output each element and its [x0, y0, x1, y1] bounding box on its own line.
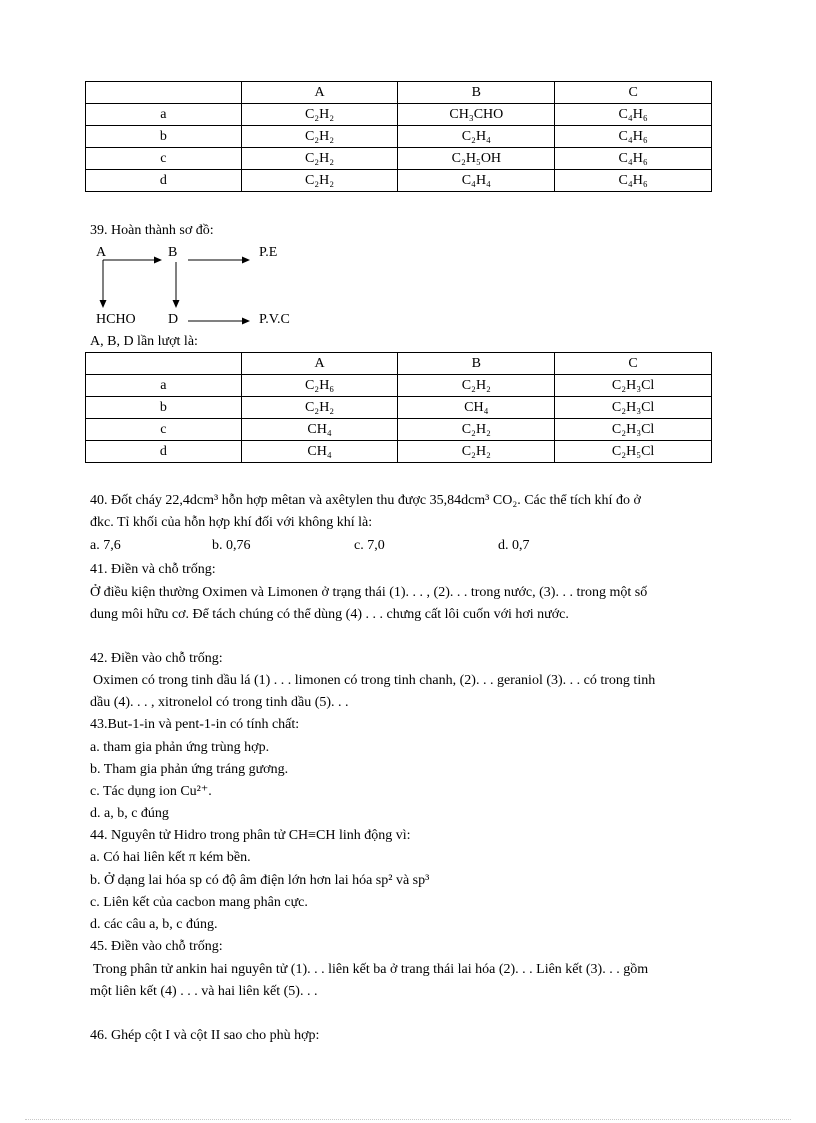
table-cell: C₄H₆ [555, 148, 712, 170]
diagram-label-pe: P.E [259, 245, 278, 260]
table-cell: C₂H₂ [241, 104, 398, 126]
table-header-row [86, 353, 712, 375]
table-header-cell [86, 353, 242, 375]
table-cell: C₂H₅Cl [555, 441, 712, 463]
q43-option-d: d. a, b, c đúng [90, 806, 169, 821]
diagram-label-a: A [96, 245, 107, 260]
table-cell: C₂H₂ [398, 419, 555, 441]
table-cell: b [86, 126, 242, 148]
q45-title: 45. Điền vào chỗ trống: [90, 939, 223, 954]
page-footer-divider [25, 1119, 791, 1120]
table-cell: C₄H₆ [555, 104, 712, 126]
table-cell: CH₄ [241, 441, 398, 463]
table-cell: b [86, 397, 242, 419]
arrowhead-icon [242, 318, 250, 325]
table-cell: C₂H₃Cl [555, 397, 712, 419]
diagram-label-hcho: HCHO [96, 312, 136, 327]
table-header-cell: C [555, 353, 712, 375]
table-row [86, 419, 712, 441]
table-cell: C₂H₂ [241, 397, 398, 419]
q43-option-c: c. Tác dụng ion Cu²⁺. [90, 784, 212, 799]
table-cell: C₄H₆ [555, 126, 712, 148]
table-header-cell: B [398, 82, 555, 104]
diagram-label-pvc: P.V.C [259, 312, 290, 327]
q42-title: 42. Điền vào chỗ trống: [90, 651, 223, 666]
q40-option-c: c. 7,0 [354, 538, 385, 553]
table-cell: a [86, 375, 242, 397]
arrowhead-icon [154, 257, 162, 264]
table-row [86, 397, 712, 419]
arrowhead-icon [173, 300, 180, 308]
table-cell: c [86, 148, 242, 170]
q40-option-d: d. 0,7 [498, 538, 530, 553]
q39-prompt: 39. Hoàn thành sơ đồ: [90, 223, 214, 238]
q44-option-c: c. Liên kết của cacbon mang phân cực. [90, 895, 308, 910]
table-cell: d [86, 170, 242, 192]
table-cell: C₂H₃Cl [555, 419, 712, 441]
table-cell: C₂H₄ [398, 126, 555, 148]
table-row [86, 375, 712, 397]
q42-line-2: dầu (4). . . , xitronelol có trong tinh dầu (5). . . [90, 695, 349, 710]
q40-line-2: đkc. Tỉ khối của hỗn hợp khí đối với không khí là: [90, 515, 373, 530]
table-cell: CH₄ [241, 419, 398, 441]
reaction-diagram [0, 0, 816, 340]
table-header-cell: A [241, 353, 398, 375]
table-cell: d [86, 441, 242, 463]
diagram-label-d: D [168, 312, 179, 327]
q44-option-b: b. Ở dạng lai hóa sp có độ âm điện lớn hơn lai hóa sp² và sp³ [90, 873, 430, 888]
q42-line-1: Oximen có trong tinh dầu lá (1) . . . limonen có trong tinh chanh, (2). . . geraniol (3). . . có trong tinh [93, 673, 656, 688]
q40-option-b: b. 0,76 [212, 538, 251, 553]
table-cell: C₂H₂ [241, 148, 398, 170]
table-row [86, 441, 712, 463]
table-cell: C₂H₂ [398, 441, 555, 463]
q43-title: 43.But-1-in và pent-1-in có tính chất: [90, 717, 300, 732]
q46-title: 46. Ghép cột I và cột II sao cho phù hợp: [90, 1028, 320, 1043]
table-header-cell: B [398, 353, 555, 375]
table-cell: CH₃CHO [398, 104, 555, 126]
q44-option-d: d. các câu a, b, c đúng. [90, 917, 218, 932]
q41-title: 41. Điền và chỗ trống: [90, 562, 216, 577]
arrowhead-icon [100, 300, 107, 308]
table-cell: c [86, 419, 242, 441]
table-cell: a [86, 104, 242, 126]
q40-option-a: a. 7,6 [90, 538, 121, 553]
q45-line-2: một liên kết (4) . . . và hai liên kết (5). . . [90, 984, 318, 999]
q40-line-1: 40. Đốt cháy 22,4dcm³ hỗn hợp mêtan và axêtylen thu được 35,84dcm³ CO₂. Các thể tích khí đo ở [90, 493, 641, 508]
q39-question: A, B, D lần lượt là: [90, 334, 198, 349]
arrowhead-icon [242, 257, 250, 264]
q44-option-a: a. Có hai liên kết π kém bền. [90, 850, 251, 865]
table-cell: C₄H₆ [555, 170, 712, 192]
q43-option-a: a. tham gia phản ứng trùng hợp. [90, 740, 270, 755]
table-cell: C₂H₂ [398, 375, 555, 397]
q44-title: 44. Nguyên tử Hidro trong phân tử CH≡CH linh động vì: [90, 828, 411, 843]
table-cell: C₂H₃Cl [555, 375, 712, 397]
q41-line-1: Ở điều kiện thường Oximen và Limonen ở trạng thái (1). . . , (2). . . trong nước, (3). . . trong một số [90, 585, 648, 600]
table-cell: C₂H₆ [241, 375, 398, 397]
table-cell: CH₄ [398, 397, 555, 419]
answer-table-2 [85, 352, 712, 463]
q45-line-1: Trong phân tử ankin hai nguyên tử (1). . . liên kết ba ở trang thái lai hóa (2). . . Liên kết (3). . . gồm [93, 962, 649, 977]
table-cell: C₂H₂ [241, 126, 398, 148]
diagram-label-b: B [168, 245, 178, 260]
table-cell: C₂H₂ [241, 170, 398, 192]
table-header-cell: C [555, 82, 712, 104]
table-cell: C₄H₄ [398, 170, 555, 192]
q41-line-2: dung môi hữu cơ. Để tách chúng có thể dùng (4) . . . chưng cất lôi cuốn với hơi nước. [90, 607, 569, 622]
table-cell: C₂H₅OH [398, 148, 555, 170]
table-header-cell: A [241, 82, 398, 104]
q43-option-b: b. Tham gia phản ứng tráng gương. [90, 762, 289, 777]
